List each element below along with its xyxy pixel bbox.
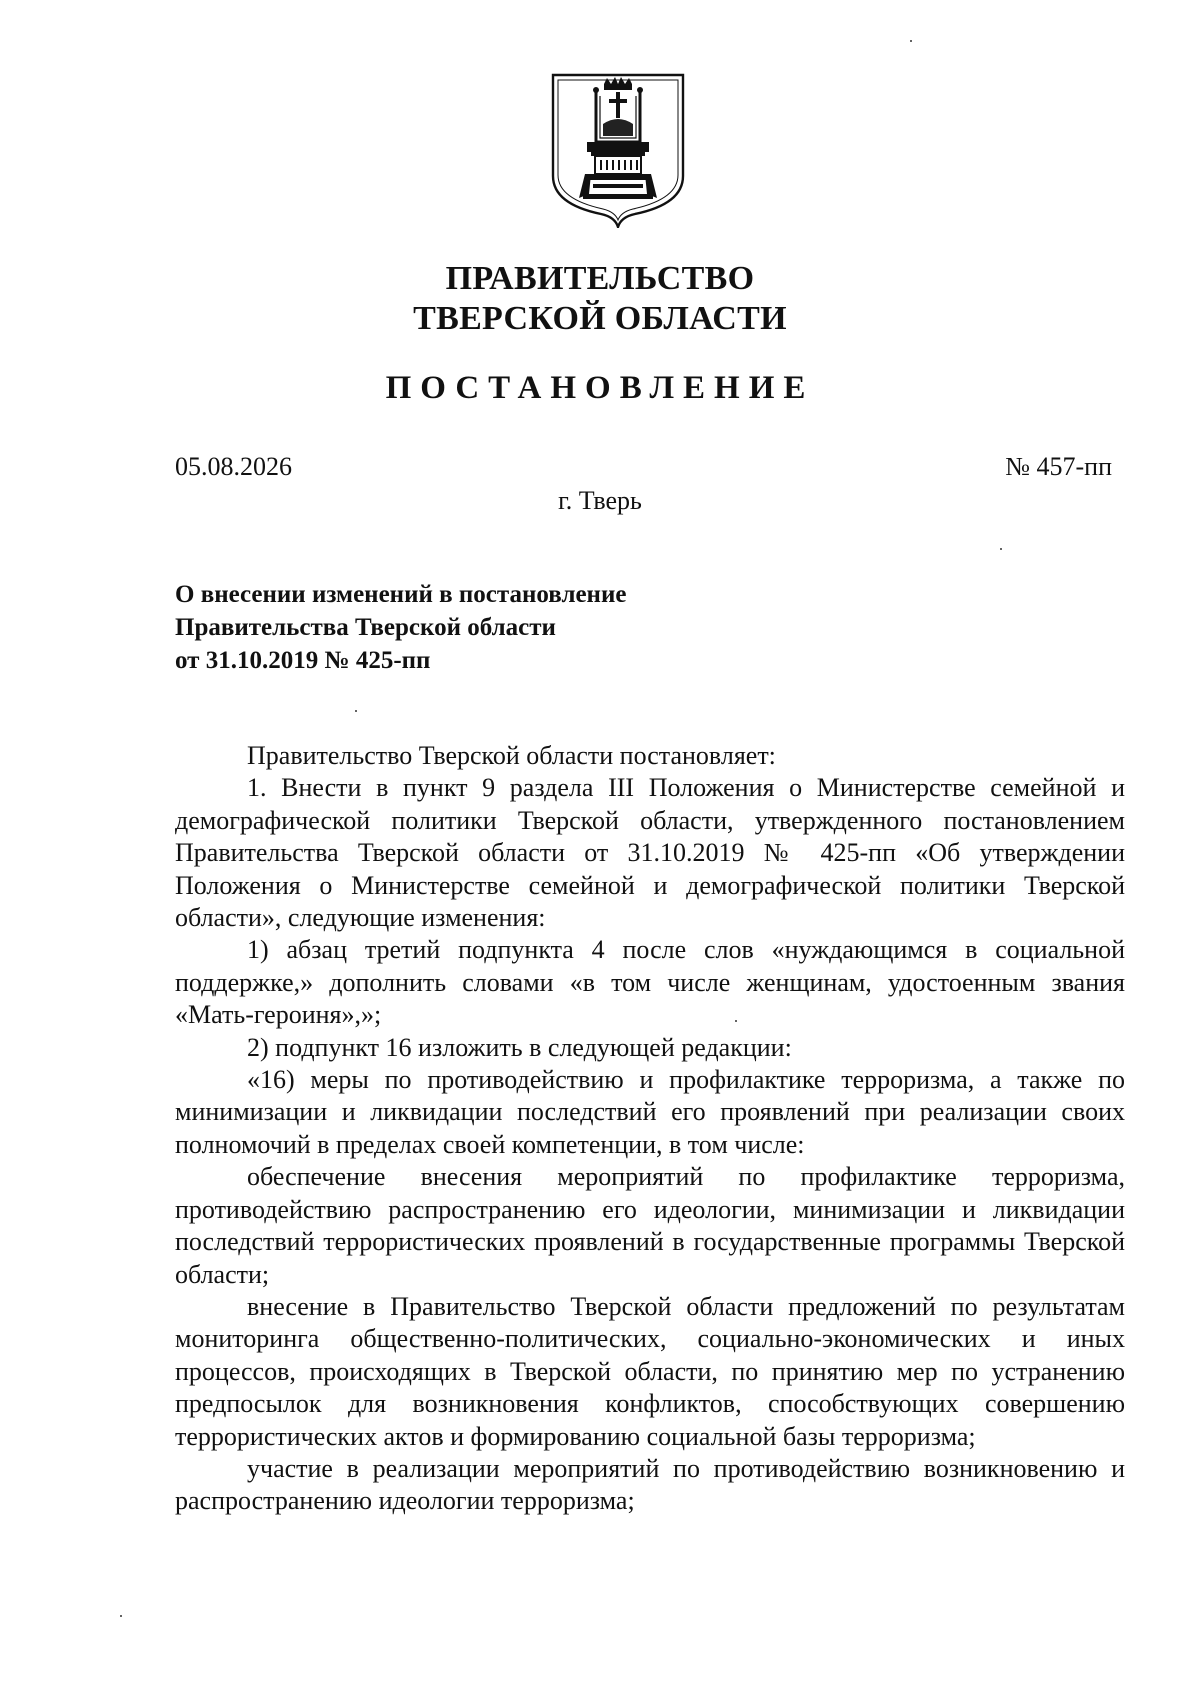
scan-speck xyxy=(1000,548,1002,550)
body-paragraph-subitem-2: 2) подпункт 16 изложить в следующей редакции: xyxy=(247,1032,792,1062)
tver-oblast-coat-of-arms-icon xyxy=(549,72,687,228)
body-paragraph-measure-3: участие в реализации мероприятий по противодействию возникновению и распространению идеологии терроризма; xyxy=(175,1453,1125,1516)
body-paragraph-item-1: 1. Внести в пункт 9 раздела III Положения о Министерстве семейной и демографической политики Тверской области, утвержденного постановлением Правительства Тверской области от 31.10.2019 № 425-пп «Об утверждении Положения о Министерстве семейной и демографической политики Тверской области», следующие изменения: xyxy=(175,773,1125,933)
document-date: 05.08.2026 xyxy=(175,452,292,481)
body-paragraph-measure-1: обеспечение внесения мероприятий по профилактике терроризма, противодействию распространению его идеологии, минимизации и ликвидации последствий террористических проявлений в государственные программы Тверской области; xyxy=(175,1162,1125,1289)
document-body xyxy=(175,740,1125,1518)
subject-line-1: О внесении изменений в постановление xyxy=(175,581,627,608)
subject-line-2: Правительства Тверской области xyxy=(175,614,556,641)
organization-name-line-1: ПРАВИТЕЛЬСТВО xyxy=(445,260,755,297)
scan-speck xyxy=(735,1020,737,1022)
document-subject xyxy=(175,578,626,677)
scan-speck xyxy=(910,40,912,42)
body-paragraph-subitem-16: «16) меры по противодействию и профилактике терроризма, а также по минимизации и ликвидации последствий его проявлений при реализации своих полномочий в пределах своей компетенции, в том числе: xyxy=(175,1065,1125,1159)
scan-speck xyxy=(120,1615,122,1617)
body-paragraph-measure-2: внесение в Правительство Тверской области предложений по результатам мониторинга общественно-политических, социально-экономических и иных процессов, происходящих в Тверской области, по принятию мер по устранению предпосылок для возникновения конфликтов, способствующих совершению террористических актов и формированию социальной базы терроризма; xyxy=(175,1291,1125,1451)
scan-speck xyxy=(355,710,357,712)
body-paragraph-preamble: Правительство Тверской области постановляет: xyxy=(247,741,776,770)
document-type-title: ПОСТАНОВЛЕНИЕ xyxy=(385,370,815,406)
body-paragraph-subitem-1: 1) абзац третий подпункта 4 после слов «нуждающимся в социальной поддержке,» дополнить словами «в том числе женщинам, удостоенным звания «Мать-героиня»,»; xyxy=(175,935,1125,1030)
subject-line-3: от 31.10.2019 № 425-пп xyxy=(175,647,431,674)
organization-name-line-2: ТВЕРСКОЙ ОБЛАСТИ xyxy=(413,300,787,337)
document-number: № 457-пп xyxy=(1005,452,1112,481)
document-city: г. Тверь xyxy=(558,486,642,515)
